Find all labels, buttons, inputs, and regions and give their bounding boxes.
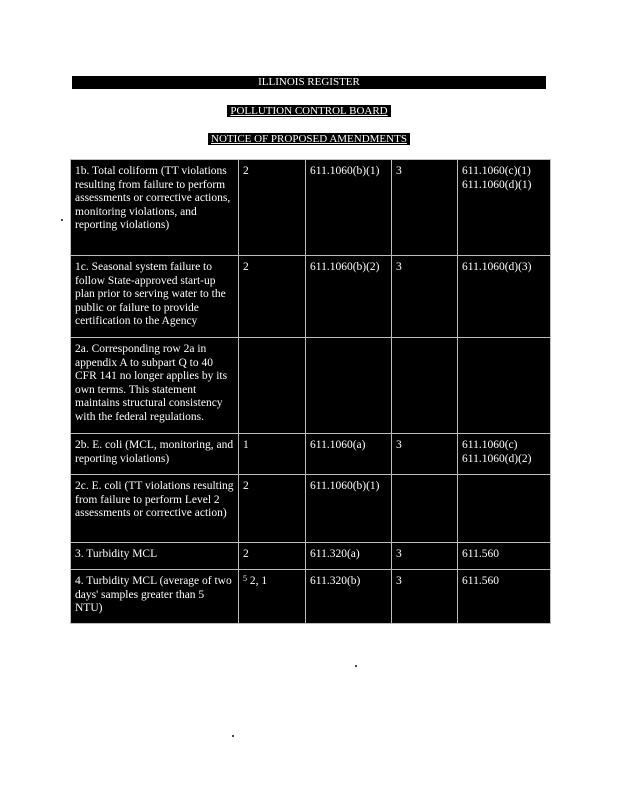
row-tier-alt: 3: [392, 160, 458, 256]
row-section-alt: [458, 475, 551, 543]
register-title: [72, 76, 546, 88]
row-tier: 1: [239, 434, 306, 475]
table-row: [71, 256, 551, 338]
row-description: 2c. E. coli (TT violations resulting from failure to perform Level 2 assessments or corrective action): [71, 475, 239, 543]
row-tier-alt: 3: [392, 256, 458, 338]
scan-speck: [61, 219, 63, 221]
board-title-text: POLLUTION CONTROL BOARD: [227, 105, 390, 117]
row-description: 1c. Seasonal system failure to follow State-approved start-up plan prior to serving water to the public or failure to provide certification to the Agency: [71, 256, 239, 338]
row-section-alt: 611.1060(c) 611.1060(d)(2): [458, 434, 551, 475]
scan-speck: [355, 665, 357, 667]
table-row: [71, 570, 551, 624]
row-tier-alt: 3: [392, 434, 458, 475]
table-row: [71, 434, 551, 475]
table-row: [71, 475, 551, 543]
table-row: [71, 160, 551, 256]
row-tier-alt: [392, 475, 458, 543]
scan-speck: [232, 735, 234, 737]
row-tier: 2: [239, 543, 306, 570]
row-tier: 2: [239, 475, 306, 543]
row-section-alt: 611.560: [458, 543, 551, 570]
row-tier: [239, 570, 306, 624]
row-tier: 2: [239, 256, 306, 338]
row-section-alt: 611.560: [458, 570, 551, 624]
row-section: 611.320(b): [306, 570, 392, 624]
row-section: 611.1060(b)(1): [306, 475, 392, 543]
row-section-alt: 611.1060(d)(3): [458, 256, 551, 338]
row-section: [306, 338, 392, 434]
notice-title-text: NOTICE OF PROPOSED AMENDMENTS: [208, 133, 410, 145]
register-title-text: ILLINOIS REGISTER: [258, 76, 360, 88]
row-section-alt: 611.1060(c)(1) 611.1060(d)(1): [458, 160, 551, 256]
board-title: [72, 105, 546, 117]
row-section: 611.320(a): [306, 543, 392, 570]
row-description: 2b. E. coli (MCL, monitoring, and reporting violations): [71, 434, 239, 475]
row-tier-alt: 3: [392, 543, 458, 570]
tier-footnote-marker: 5: [243, 574, 247, 583]
row-tier-value: 2, 1: [249, 575, 268, 587]
violations-table: [70, 159, 551, 624]
row-tier-alt: [392, 338, 458, 434]
table-row: [71, 543, 551, 570]
row-description: 4. Turbidity MCL (average of two days' samples greater than 5 NTU): [71, 570, 239, 624]
row-description: 3. Turbidity MCL: [71, 543, 239, 570]
row-description: 2a. Corresponding row 2a in appendix A to subpart Q to 40 CFR 141 no longer applies by its own terms. This statement maintains structural consistency with the federal regulations.: [71, 338, 239, 434]
row-tier: [239, 338, 306, 434]
row-section: 611.1060(b)(2): [306, 256, 392, 338]
row-section: 611.1060(b)(1): [306, 160, 392, 256]
table-row: [71, 338, 551, 434]
row-description: 1b. Total coliform (TT violations resulting from failure to perform assessments or corrective actions, monitoring violations, and reporting violations): [71, 160, 239, 256]
notice-title: [72, 133, 546, 145]
row-tier: 2: [239, 160, 306, 256]
row-section: 611.1060(a): [306, 434, 392, 475]
row-section-alt: [458, 338, 551, 434]
row-tier-alt: 3: [392, 570, 458, 624]
